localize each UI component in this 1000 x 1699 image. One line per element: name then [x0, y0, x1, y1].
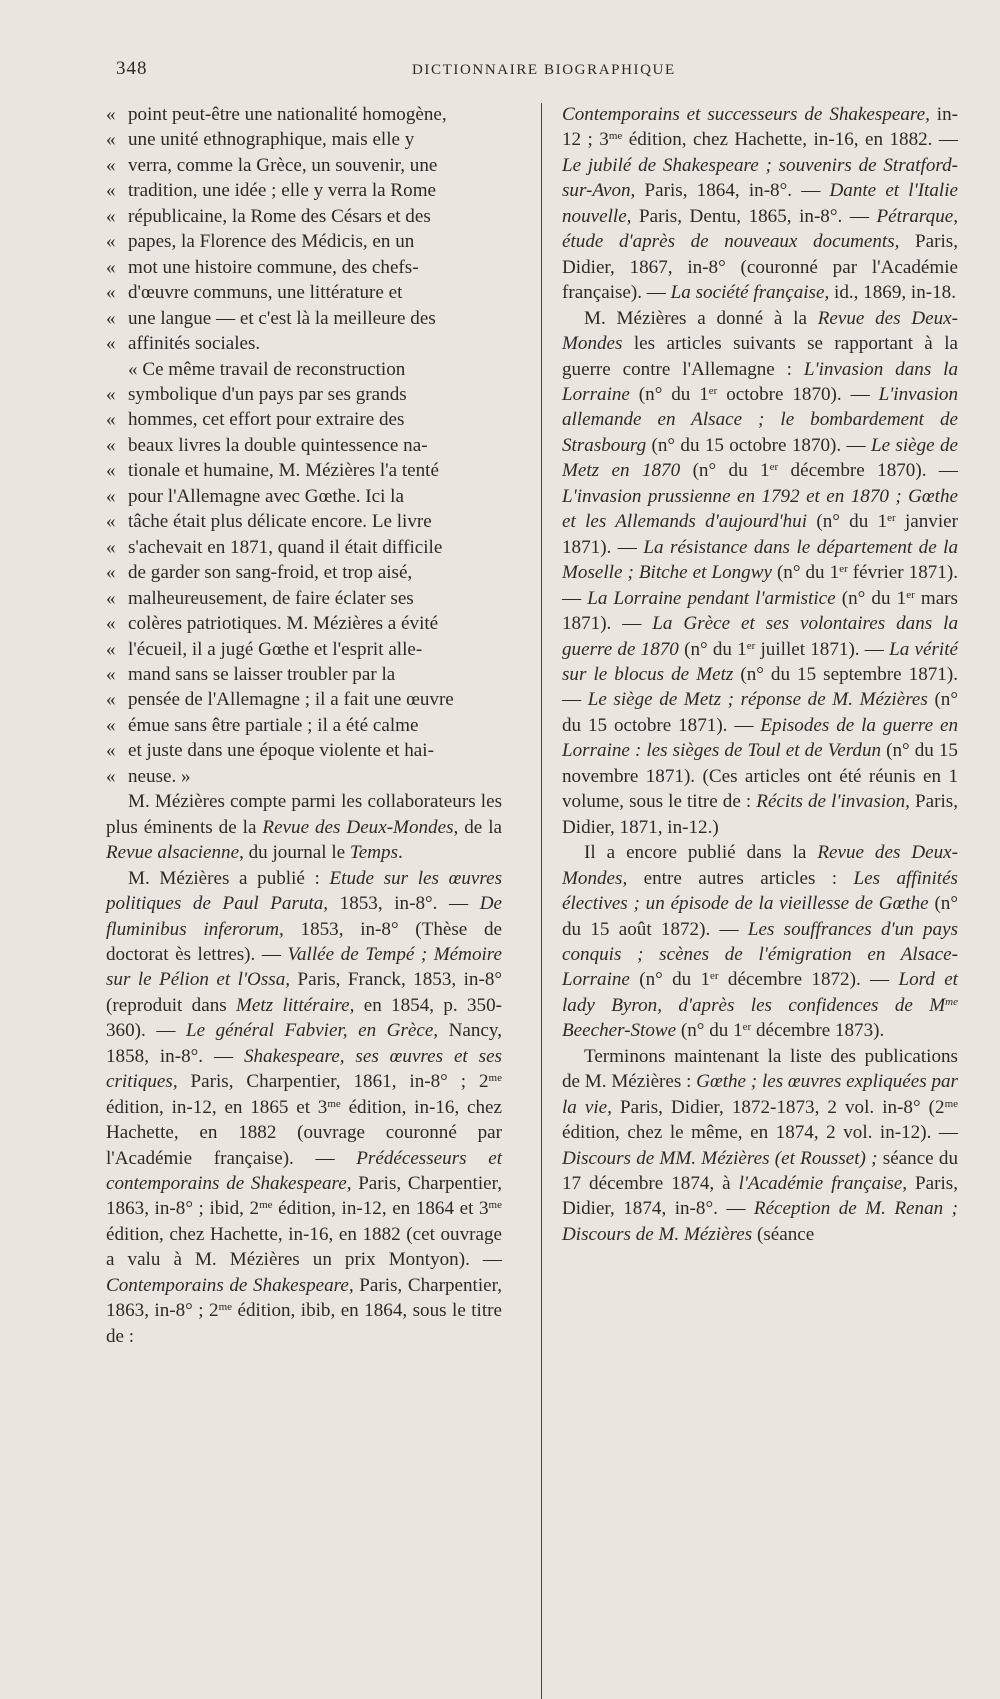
work-title: Metz littéraire,	[236, 994, 355, 1016]
quote-text: pour l'Allemagne avec Gœthe. Ici la	[128, 485, 404, 507]
guillemet-mark: «	[106, 205, 116, 227]
journal-title: Revue des Deux-Mondes	[262, 816, 454, 838]
quote-text: s'achevait en 1871, quand il était difficile	[128, 536, 443, 558]
quote-line	[106, 687, 502, 712]
work-title: Les souffrances d'un pays conquis ; scènes de l'émigration en Alsace-Lorraine	[562, 918, 958, 991]
quote-line	[106, 586, 502, 611]
quote-text: verra, comme la Grèce, un souvenir, une	[128, 154, 438, 176]
work-title: Pétrarque, étude d'après de nouveaux documents,	[562, 205, 958, 253]
encore-rest: entre autres articles :	[627, 867, 854, 889]
work-details: (n° du 1er décembre 1870). —	[680, 460, 958, 482]
quote-text: hommes, cet effort pour extraire des	[128, 409, 405, 431]
revue-intro: M. Mézières a donné à la	[584, 307, 818, 329]
works-list	[106, 868, 502, 1347]
work-title: L'invasion allemande en Alsace ; le bombardement de Strasbourg	[562, 383, 958, 456]
quote-line	[106, 229, 502, 254]
work-title: L'invasion prussienne en 1792 et en 1870 ; Gœthe et les Allemands d'aujourd'hui	[562, 485, 958, 533]
quote-text: une unité ethnographique, mais elle y	[128, 129, 415, 151]
work-title: Récits de l'invasion,	[756, 791, 910, 813]
pub-intro: M. Mézières a publié :	[128, 867, 330, 889]
quote-text: Ce même travail de reconstruction	[142, 358, 406, 380]
work-title: Etude sur les œuvres politiques de Paul Paruta,	[106, 867, 503, 915]
work-title: Le siège de Metz en 1870	[562, 434, 958, 482]
journal-title: Revue alsacienne	[106, 842, 240, 864]
encore-intro: Il a encore publié dans la	[584, 842, 818, 864]
quote-text: de garder son sang-froid, et trop aisé,	[128, 562, 413, 584]
work-details: Paris, Franck, 1853, in-8° (reproduit dans	[106, 969, 502, 1016]
work-details: séance du 17 décembre 1874, à	[562, 1147, 958, 1195]
guillemet-mark: «	[106, 485, 116, 507]
quote-text: et juste dans une époque violente et hai-	[128, 740, 434, 762]
work-details: (n° du 1er février 1871). —	[562, 562, 958, 609]
work-title: Prédécesseurs et contemporains de Shakespeare,	[106, 1147, 502, 1195]
quote-line	[106, 738, 502, 763]
work-details: Paris, Didier, 1874, in-8°. —	[562, 1173, 959, 1220]
quote-line	[106, 611, 502, 636]
work-title: La société française,	[670, 282, 830, 304]
quote-text: d'œuvre communs, une littérature et	[128, 282, 403, 304]
work-title: Dante et l'Italie nouvelle,	[562, 180, 958, 227]
quote-line	[106, 433, 502, 458]
quote-line	[106, 713, 502, 738]
revue-articles-paragraph	[562, 306, 958, 841]
guillemet-mark: «	[106, 663, 116, 685]
guillemet-mark: «	[106, 383, 116, 405]
quote-line	[106, 127, 502, 152]
guillemet-mark: «	[106, 511, 116, 533]
other-articles-list	[562, 868, 958, 1042]
work-title: La vérité sur le blocus de Metz	[562, 638, 958, 685]
work-title: Le général Fabvier, en Grèce,	[185, 1020, 439, 1042]
quote-line	[106, 331, 502, 356]
quote-line	[106, 535, 502, 560]
guillemet-mark: «	[106, 689, 116, 711]
work-details: Paris, Charpentier, 1863, in-8° ; ibid, $2^{me}$ édition, in-12, en 1864 et $3^{me}$ édition, chez Hachette, in-16, en 1882 (cet ouvrage a valu à M. Mézières un prix Montyon). —	[106, 1173, 502, 1271]
guillemet-mark: «	[106, 333, 116, 355]
right-column	[562, 102, 958, 1247]
guillemet-mark: «	[106, 307, 116, 329]
quote-line	[106, 637, 502, 662]
quotation-block-1	[106, 102, 502, 357]
quote-line	[106, 178, 502, 203]
quote-text: colères patriotiques. M. Mézières a évité	[128, 613, 439, 635]
quote-line	[106, 458, 502, 483]
quote-text: neuse. »	[128, 765, 191, 787]
other-articles-paragraph	[562, 840, 958, 1044]
guillemet-mark: «	[106, 104, 116, 125]
final-intro: Terminons maintenant la liste des publications de M. Mézières :	[562, 1045, 958, 1093]
publications-paragraph	[106, 866, 502, 1350]
work-details: (n° du 1er mars 1871). —	[562, 587, 958, 635]
work-details: (n° du 15 août 1872). —	[562, 893, 958, 940]
quote-text: affinités sociales.	[128, 333, 261, 355]
final-publications-paragraph	[562, 1044, 958, 1248]
work-details: Paris, Charpentier, 1861, in-8° ; $2^{me}$ édition, in-12, en 1865 et $3^{me}$ édition, in-16, chez Hachette, en 1882 (ouvrage couronné par l'Académie française). —	[106, 1071, 502, 1169]
quotation-block-2	[106, 357, 502, 790]
work-title: Episodes de la guerre en Lorraine : les sièges de Toul et de Verdun	[562, 714, 958, 762]
revue-rest: les articles suivants se rapportant à la guerre contre l'Allemagne :	[562, 333, 958, 380]
quote-text: pensée de l'Allemagne ; il a fait une œuvre	[128, 689, 454, 711]
work-details: (n° du 1er décembre 1873).	[676, 1020, 885, 1042]
work-details: Paris, Didier, 1871, in-12.)	[562, 791, 958, 838]
work-details: in-12 ; $3^{me}$ édition, chez Hachette, in-16, en 1882. —	[562, 104, 959, 151]
work-details: (n° du 15 octobre 1871). —	[562, 689, 958, 736]
work-title: L'invasion dans la Lorraine	[562, 358, 958, 405]
quote-line	[106, 280, 502, 305]
quote-line	[106, 509, 502, 534]
work-title: l'Académie française,	[738, 1173, 908, 1195]
work-details: (n° du 15 octobre 1870). —	[646, 434, 871, 456]
collab-text: M. Mézières compte parmi les collaborateurs les plus éminents de la Revue des Deux-Mondes, de la Revue alsacienne, du journal le Temps.	[106, 791, 503, 864]
work-title: Contemporains et successeurs de Shakespeare,	[562, 104, 930, 125]
quote-line	[106, 407, 502, 432]
work-details: (n° du 1er janvier 1871). —	[562, 511, 958, 558]
guillemet-mark: «	[106, 613, 116, 635]
quote-text: tradition, une idée ; elle y verra la Rome	[128, 180, 437, 202]
running-title: DICTIONNAIRE BIOGRAPHIQUE	[412, 62, 676, 78]
quote-line	[106, 306, 502, 331]
work-details: Paris, Didier, 1872-1873, 2 vol. in-8° ($2^{me}$ édition, chez le même, en 1874, 2 vol. in-12). —	[562, 1096, 959, 1144]
left-column	[106, 102, 502, 1349]
guillemet-mark: «	[106, 129, 116, 151]
quote-line	[106, 204, 502, 229]
work-title: La Lorraine pendant l'armistice	[587, 587, 836, 609]
work-title: Le siège de Metz ; réponse de M. Mézières	[587, 689, 928, 711]
guillemet-mark: «	[106, 434, 116, 456]
work-title: Discours de MM. Mézières (et Rousset) ;	[562, 1147, 878, 1169]
page-header	[0, 58, 1000, 88]
final-works-list	[562, 1071, 958, 1245]
quote-text: malheureusement, de faire éclater ses	[128, 587, 414, 609]
guillemet-mark: «	[106, 154, 116, 176]
continuation-works	[562, 104, 958, 303]
quote-text: tionale et humaine, M. Mézières l'a tenté	[128, 460, 439, 482]
continuation-paragraph	[562, 102, 958, 306]
guillemet-mark: «	[106, 231, 116, 253]
quote-line	[106, 382, 502, 407]
guillemet-mark: «	[106, 562, 116, 584]
work-title: Le jubilé de Shakespeare ; souvenirs de Stratford-sur-Avon,	[562, 154, 958, 202]
column-divider	[541, 103, 542, 1699]
work-details: (n° du 1er octobre 1870). —	[629, 383, 879, 405]
quote-text: papes, la Florence des Médicis, en un	[128, 231, 415, 253]
work-title: Réception de M. Renan ; Discours de M. Mézières	[562, 1198, 958, 1245]
work-details: Paris, 1864, in-8°. —	[635, 180, 830, 202]
quote-text: symbolique d'un pays par ses grands	[128, 383, 407, 405]
work-details: (n° du 1er décembre 1872). —	[629, 969, 899, 991]
journal-title: Temps	[349, 842, 398, 864]
war-articles-list	[562, 359, 958, 838]
quote-line	[106, 484, 502, 509]
quote-text: émue sans être partiale ; il a été calme	[128, 714, 419, 736]
work-details: (n° du 15 septembre 1871). —	[562, 663, 958, 711]
work-title: La Grèce et ses volontaires dans la guerre de 1870	[562, 613, 958, 660]
work-title: Lord et lady Byron, d'après les confidences de $M^{me}$ Beecher-Stowe	[562, 969, 958, 1042]
quote-text: point peut-être une nationalité homogène,	[128, 104, 447, 125]
guillemet-mark: «	[106, 460, 116, 482]
guillemet-mark: «	[106, 536, 116, 558]
guillemet-mark: «	[106, 409, 116, 431]
work-title: Les affinités électives ; un épisode de la vieillesse de Gœthe	[562, 867, 958, 915]
guillemet-mark: «	[106, 256, 116, 278]
guillemet-mark: «	[128, 358, 143, 380]
quote-text: beaux livres la double quintessence na-	[128, 434, 428, 456]
work-title: Gœthe ; les œuvres expliquées par la vie,	[562, 1071, 958, 1118]
guillemet-mark: «	[106, 638, 116, 660]
work-details: Nancy, 1858, in-8°. —	[106, 1020, 502, 1067]
work-details: (n° du 1er juillet 1871). —	[678, 638, 890, 660]
work-details: Paris, Dentu, 1865, in-8°. —	[631, 205, 877, 227]
work-details: en 1854, p. 350-360). —	[106, 994, 502, 1042]
page-number: 348	[116, 58, 148, 79]
quote-text: républicaine, la Rome des Césars et des	[128, 205, 431, 227]
quote-line	[106, 764, 502, 789]
quote-text: tâche était plus délicate encore. Le livre	[128, 511, 432, 533]
work-title: Vallée de Tempé ; Mémoire sur le Pélion et l'Ossa,	[106, 943, 502, 991]
guillemet-mark: «	[106, 714, 116, 736]
work-title: La résistance dans le département de la Moselle ; Bitche et Longwy	[562, 536, 958, 584]
quote-line	[106, 662, 502, 687]
guillemet-mark: «	[106, 587, 116, 609]
work-details: Paris, Didier, 1867, in-8° (couronné par l'Académie française). —	[562, 231, 958, 304]
encore-revue: Revue des Deux-Mondes,	[562, 842, 958, 889]
quote-line	[106, 255, 502, 280]
collaborators-paragraph	[106, 789, 502, 865]
quote-line	[106, 153, 502, 178]
work-details: id., 1869, in-18.	[829, 282, 956, 304]
quote-text: mot une histoire commune, des chefs-	[128, 256, 419, 278]
guillemet-mark: «	[106, 282, 116, 304]
work-title: Contemporains de Shakespeare,	[106, 1274, 354, 1296]
guillemet-mark: «	[106, 765, 116, 787]
work-title: Shakespeare, ses œuvres et ses critiques,	[106, 1045, 502, 1093]
work-details: (séance	[752, 1223, 815, 1245]
quote-line	[106, 357, 502, 382]
work-details: 1853, in-8° (Thèse de doctorat ès lettres). —	[106, 918, 503, 965]
quote-line	[106, 560, 502, 585]
work-title: De fluminibus inferorum,	[106, 893, 502, 940]
quote-text: mand sans se laisser troubler par la	[128, 663, 396, 685]
work-details: Paris, Charpentier, 1863, in-8° ; $2^{me}$ édition, ibib, en 1864, sous le titre de :	[106, 1274, 502, 1347]
work-details: 1853, in-8°. —	[328, 893, 480, 915]
work-details: (n° du 15 novembre 1871). (Ces articles ont été réunis en 1 volume, sous le titre de :	[562, 740, 958, 813]
revue-name: Revue des Deux-Mondes	[562, 307, 958, 355]
quote-text: une langue — et c'est là la meilleure des	[128, 307, 436, 329]
quote-line	[106, 102, 502, 127]
guillemet-mark: «	[106, 740, 116, 762]
quote-text: l'écueil, il a jugé Gœthe et l'esprit alle-	[128, 638, 423, 660]
guillemet-mark: «	[106, 180, 116, 202]
